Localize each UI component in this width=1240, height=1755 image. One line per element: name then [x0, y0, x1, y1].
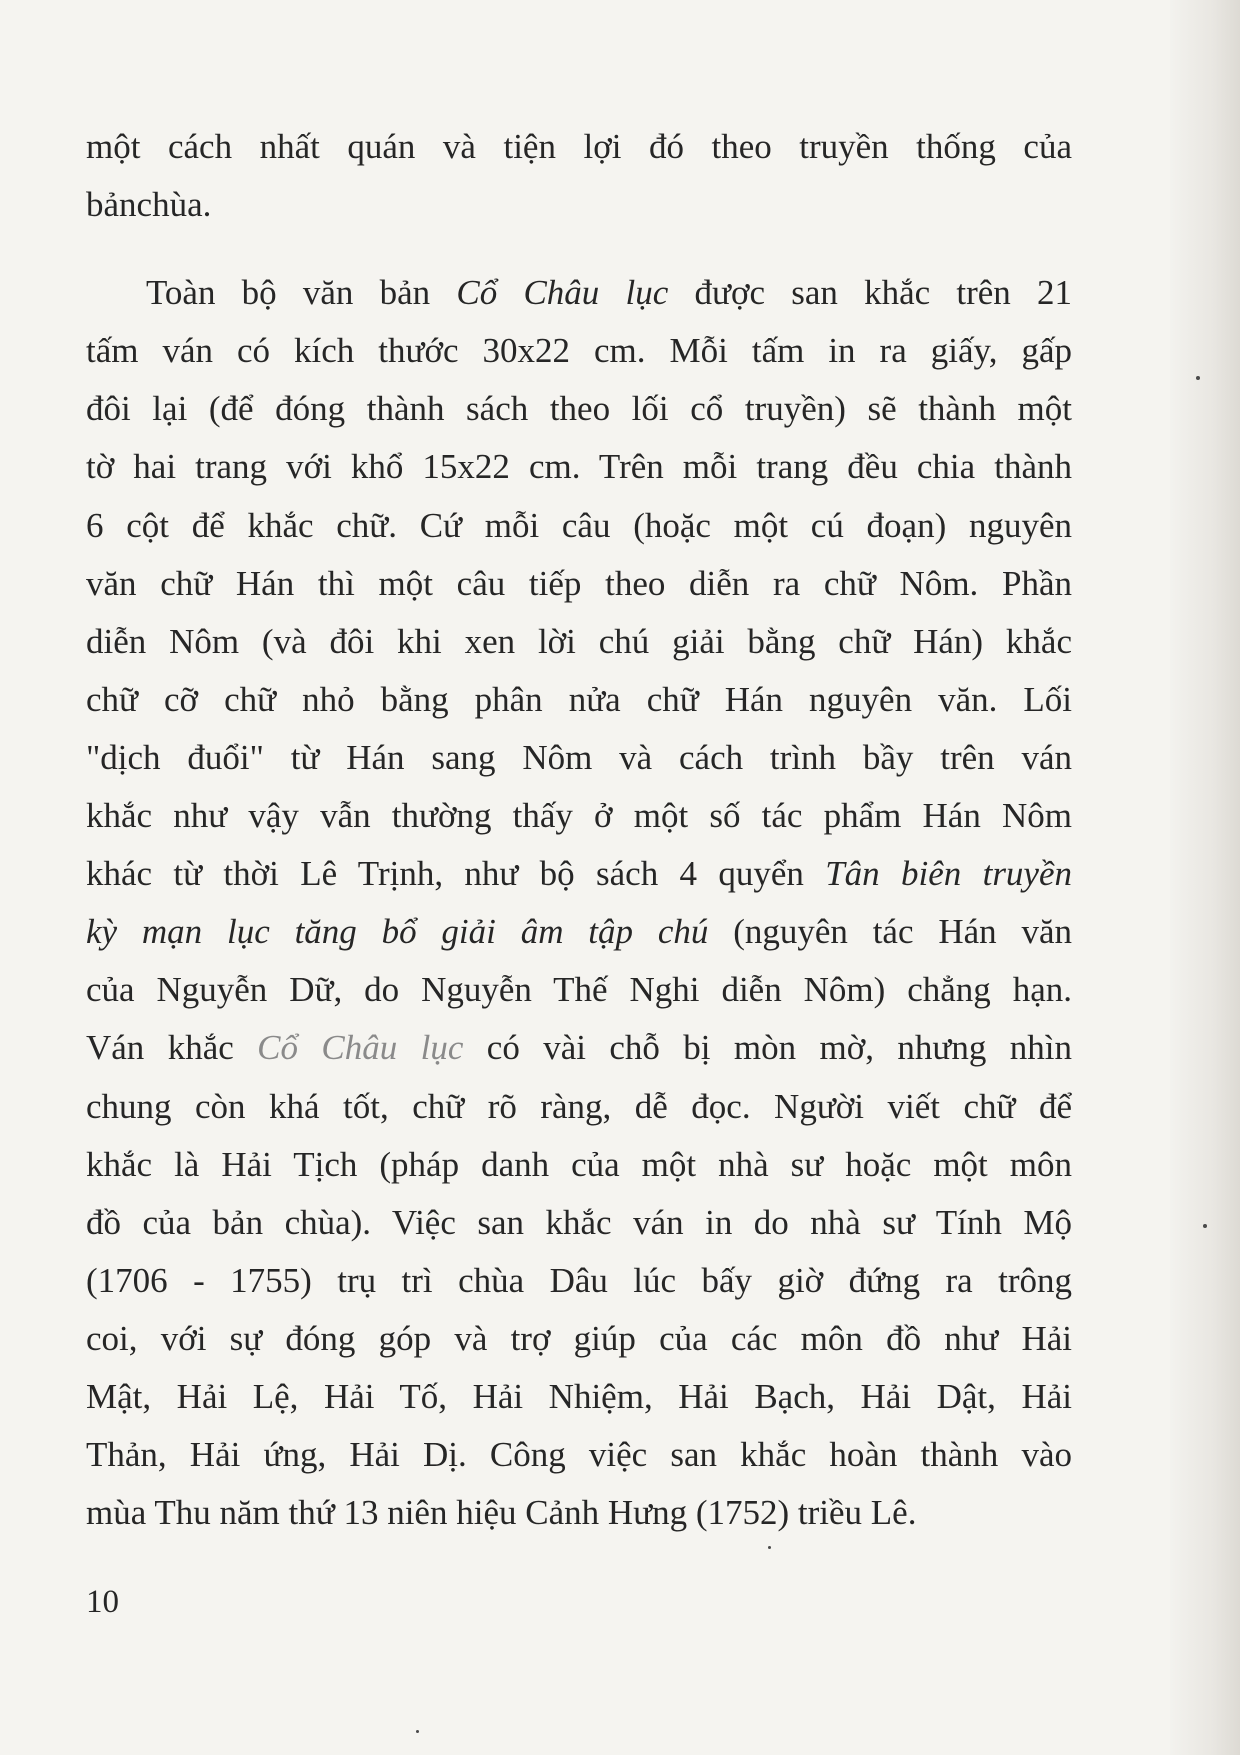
text-segment: có vài chỗ bị mòn mờ, nhưng nhìn: [463, 1028, 1072, 1068]
text-line: khắc là Hải Tịch (pháp danh của một nhà sư hoặc một môn: [86, 1144, 1072, 1184]
text-line: (1706 - 1755) trụ trì chùa Dâu lúc bấy giờ đứng ra trông: [86, 1260, 1072, 1300]
text-line: [86, 1019, 1072, 1077]
text-line: 6 cột để khắc chữ. Cứ mỗi câu (hoặc một cú đoạn) nguyên: [86, 505, 1072, 545]
text-line: của Nguyễn Dữ, do Nguyễn Thế Nghi diễn Nôm) chẳng hạn.: [86, 970, 1072, 1010]
text-line: coi, với sự đóng góp và trợ giúp của các môn đồ như Hải: [86, 1318, 1072, 1358]
text-segment: Toàn bộ văn bản: [146, 273, 457, 313]
text-line: chung còn khá tốt, chữ rõ ràng, dễ đọc. Người viết chữ để: [86, 1086, 1072, 1126]
body-text: [86, 118, 1072, 1542]
text-line: mùa Thu năm thứ 13 niên hiệu Cảnh Hưng (1752) triều Lê.: [86, 1493, 917, 1533]
text-line: [86, 903, 1072, 961]
scan-speck: [416, 1730, 419, 1733]
page-number: 10: [86, 1584, 119, 1620]
text-line: chữ cỡ chữ nhỏ bằng phân nửa chữ Hán nguyên văn. Lối: [86, 679, 1072, 719]
text-line: [86, 264, 1072, 322]
text-line: bảnchùa.: [86, 185, 212, 225]
scan-speck: [1203, 1224, 1207, 1228]
scan-speck: [768, 1546, 771, 1549]
paragraph-gap: [86, 234, 1072, 264]
scan-speck: [1196, 376, 1200, 380]
text-line: khắc như vậy vẫn thường thấy ở một số tác phẩm Hán Nôm: [86, 796, 1072, 836]
text-line: diễn Nôm (và đôi khi xen lời chú giải bằng chữ Hán) khắc: [86, 621, 1072, 661]
book-title: Cổ Châu lục: [456, 273, 669, 313]
text-line: tờ hai trang với khổ 15x22 cm. Trên mỗi trang đều chia thành: [86, 447, 1072, 487]
text-line: đồ của bản chùa). Việc san khắc ván in do nhà sư Tính Mộ: [86, 1202, 1072, 1242]
text-segment: khác từ thời Lê Trịnh, như bộ sách 4 quyển: [86, 854, 826, 894]
text-segment: được san khắc trên 21: [668, 273, 1072, 313]
text-line: Thản, Hải ứng, Hải Dị. Công việc san khắc hoàn thành vào: [86, 1435, 1072, 1475]
book-title-faded: Cổ Châu lục: [257, 1028, 464, 1068]
text-line: một cách nhất quán và tiện lợi đó theo truyền thống của: [86, 127, 1072, 166]
text-line: văn chữ Hán thì một câu tiếp theo diễn ra chữ Nôm. Phần: [86, 563, 1072, 603]
book-title: kỳ mạn lục tăng bổ giải âm tập chú: [86, 912, 709, 952]
text-line: "dịch đuổi" từ Hán sang Nôm và cách trình bầy trên ván: [86, 737, 1072, 777]
text-segment: (nguyên tác Hán văn: [708, 912, 1072, 952]
page-edge-shadow: [1170, 0, 1240, 1755]
book-title: Tân biên truyền: [825, 854, 1073, 894]
text-line: tấm ván có kích thước 30x22 cm. Mỗi tấm in ra giấy, gấp: [86, 331, 1072, 371]
text-line: [86, 845, 1072, 903]
text-segment: Ván khắc: [86, 1028, 258, 1068]
text-line: đôi lại (để đóng thành sách theo lối cổ truyền) sẽ thành một: [86, 389, 1072, 429]
text-line: Mật, Hải Lệ, Hải Tố, Hải Nhiệm, Hải Bạch, Hải Dật, Hải: [86, 1376, 1072, 1416]
